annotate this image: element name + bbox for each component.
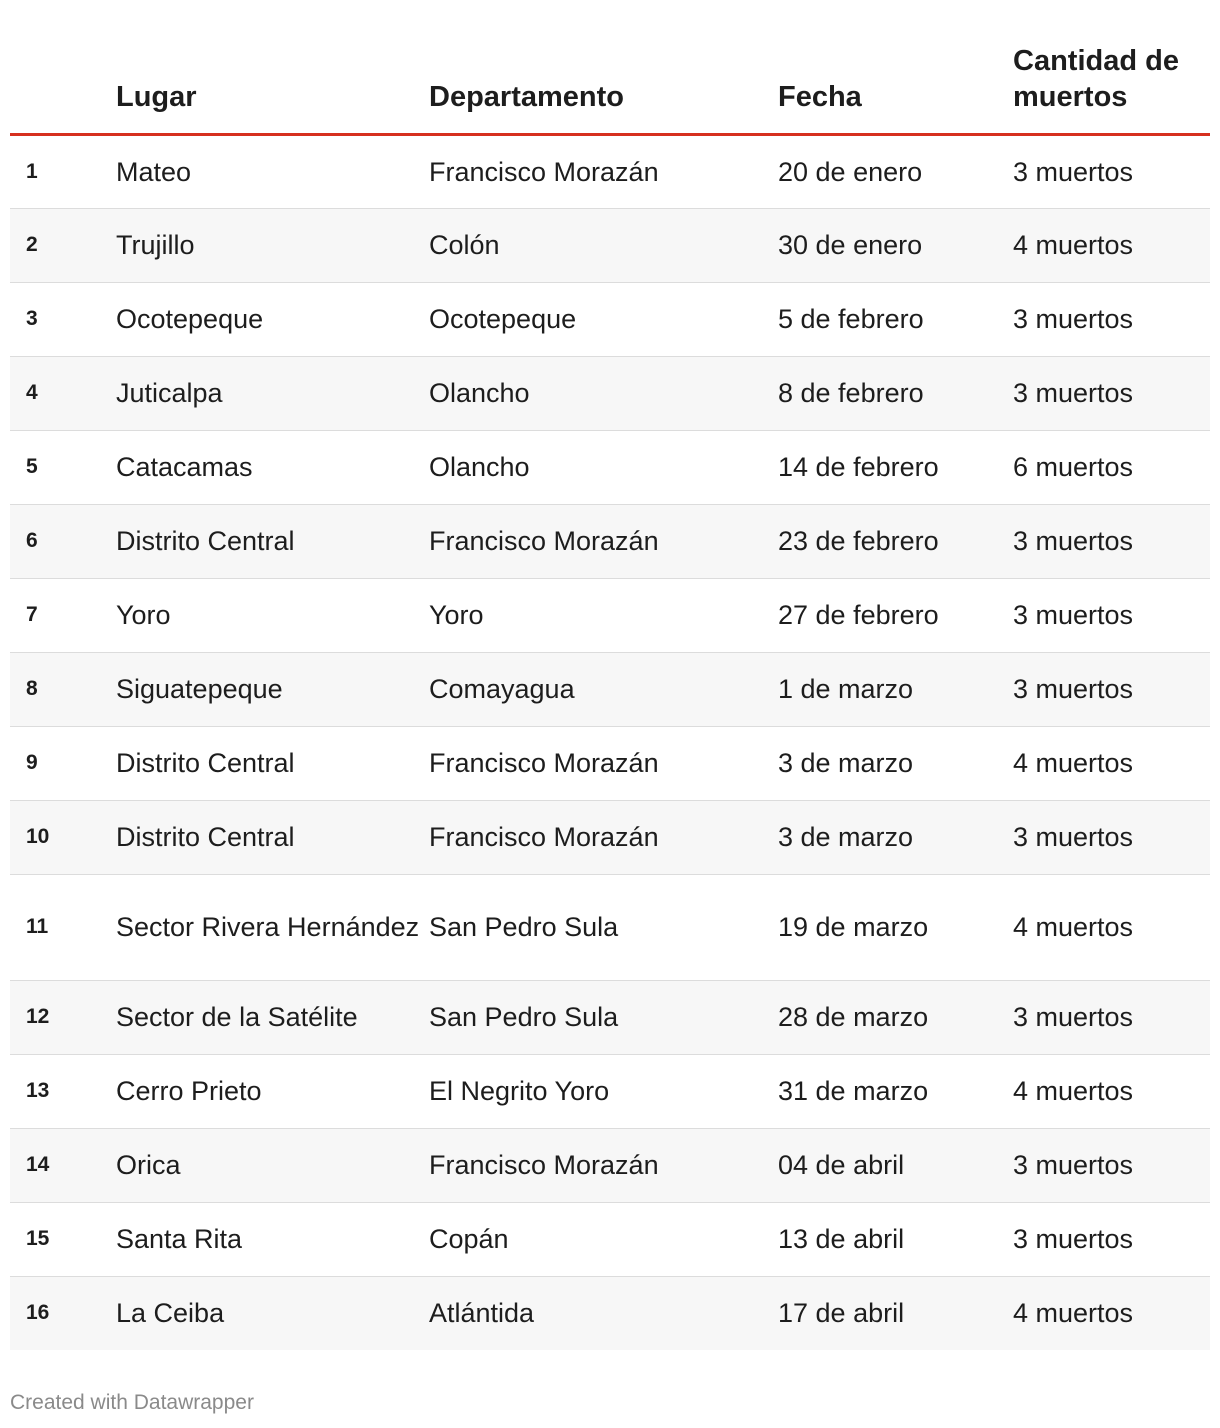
cell-cantidad: 3 muertos [1013,980,1210,1054]
cell-cantidad: 4 muertos [1013,726,1210,800]
cell-lugar: Catacamas [116,430,429,504]
cell-fecha: 3 de marzo [778,726,1013,800]
table-row [10,504,1210,578]
cell-cantidad: 4 muertos [1013,1276,1210,1350]
cell-lugar: Santa Rita [116,1202,429,1276]
header-cantidad[interactable]: Cantidad de muertos [1013,0,1210,134]
cell-num: 10 [10,800,116,874]
cell-departamento: Colón [429,208,778,282]
table-row [10,652,1210,726]
cell-num: 11 [10,874,116,980]
cell-lugar: Cerro Prieto [116,1054,429,1128]
cell-lugar: Siguatepeque [116,652,429,726]
cell-num: 15 [10,1202,116,1276]
cell-departamento: Yoro [429,578,778,652]
table-header [10,0,1210,134]
cell-cantidad: 4 muertos [1013,208,1210,282]
cell-departamento: Francisco Morazán [429,1128,778,1202]
table-row [10,134,1210,208]
cell-fecha: 17 de abril [778,1276,1013,1350]
cell-lugar: Orica [116,1128,429,1202]
cell-departamento: Comayagua [429,652,778,726]
cell-num: 12 [10,980,116,1054]
cell-cantidad: 3 muertos [1013,282,1210,356]
cell-departamento: Francisco Morazán [429,726,778,800]
table-row [10,726,1210,800]
cell-fecha: 04 de abril [778,1128,1013,1202]
cell-num: 6 [10,504,116,578]
cell-departamento: Olancho [429,430,778,504]
header-fecha[interactable]: Fecha [778,0,1013,134]
table-row [10,1276,1210,1350]
table-row [10,1054,1210,1128]
cell-departamento: Copán [429,1202,778,1276]
cell-lugar: Yoro [116,578,429,652]
table-row [10,800,1210,874]
cell-fecha: 5 de febrero [778,282,1013,356]
cell-num: 3 [10,282,116,356]
datawrapper-credit[interactable]: Created with Datawrapper [10,1391,254,1414]
cell-lugar: Sector Rivera Hernández [116,874,429,980]
cell-num: 13 [10,1054,116,1128]
cell-fecha: 8 de febrero [778,356,1013,430]
cell-departamento: San Pedro Sula [429,874,778,980]
cell-cantidad: 3 muertos [1013,800,1210,874]
header-num[interactable] [10,0,116,134]
cell-cantidad: 6 muertos [1013,430,1210,504]
cell-lugar: Distrito Central [116,726,429,800]
cell-departamento: Francisco Morazán [429,504,778,578]
cell-fecha: 27 de febrero [778,578,1013,652]
cell-num: 9 [10,726,116,800]
cell-cantidad: 3 muertos [1013,652,1210,726]
cell-lugar: Juticalpa [116,356,429,430]
cell-num: 8 [10,652,116,726]
cell-cantidad: 3 muertos [1013,578,1210,652]
cell-departamento: El Negrito Yoro [429,1054,778,1128]
cell-cantidad: 3 muertos [1013,356,1210,430]
cell-lugar: Sector de la Satélite [116,980,429,1054]
cell-fecha: 14 de febrero [778,430,1013,504]
cell-lugar: Distrito Central [116,504,429,578]
cell-cantidad: 3 muertos [1013,134,1210,208]
cell-num: 14 [10,1128,116,1202]
table-body [10,134,1210,1350]
cell-fecha: 3 de marzo [778,800,1013,874]
cell-lugar: Ocotepeque [116,282,429,356]
table-row [10,1202,1210,1276]
cell-fecha: 13 de abril [778,1202,1013,1276]
header-lugar[interactable]: Lugar [116,0,429,134]
cell-cantidad: 3 muertos [1013,504,1210,578]
table-header-row [10,0,1210,134]
table-row [10,356,1210,430]
cell-lugar: La Ceiba [116,1276,429,1350]
cell-departamento: Ocotepeque [429,282,778,356]
cell-departamento: Olancho [429,356,778,430]
cell-fecha: 31 de marzo [778,1054,1013,1128]
cell-lugar: Mateo [116,134,429,208]
table-row [10,208,1210,282]
table-row [10,282,1210,356]
header-departamento[interactable]: Departamento [429,0,778,134]
cell-num: 16 [10,1276,116,1350]
table-row [10,1128,1210,1202]
table-row [10,578,1210,652]
table-row [10,430,1210,504]
cell-departamento: Francisco Morazán [429,134,778,208]
data-table-container [10,0,1210,1350]
cell-fecha: 20 de enero [778,134,1013,208]
cell-num: 1 [10,134,116,208]
cell-lugar: Distrito Central [116,800,429,874]
cell-fecha: 28 de marzo [778,980,1013,1054]
cell-fecha: 19 de marzo [778,874,1013,980]
deaths-table [10,0,1210,1350]
cell-fecha: 1 de marzo [778,652,1013,726]
cell-departamento: San Pedro Sula [429,980,778,1054]
cell-fecha: 23 de febrero [778,504,1013,578]
cell-num: 7 [10,578,116,652]
cell-cantidad: 4 muertos [1013,1054,1210,1128]
cell-num: 4 [10,356,116,430]
cell-num: 2 [10,208,116,282]
cell-num: 5 [10,430,116,504]
cell-cantidad: 3 muertos [1013,1128,1210,1202]
cell-lugar: Trujillo [116,208,429,282]
table-row [10,874,1210,980]
cell-cantidad: 4 muertos [1013,874,1210,980]
cell-departamento: Francisco Morazán [429,800,778,874]
cell-departamento: Atlántida [429,1276,778,1350]
table-row [10,980,1210,1054]
cell-cantidad: 3 muertos [1013,1202,1210,1276]
cell-fecha: 30 de enero [778,208,1013,282]
